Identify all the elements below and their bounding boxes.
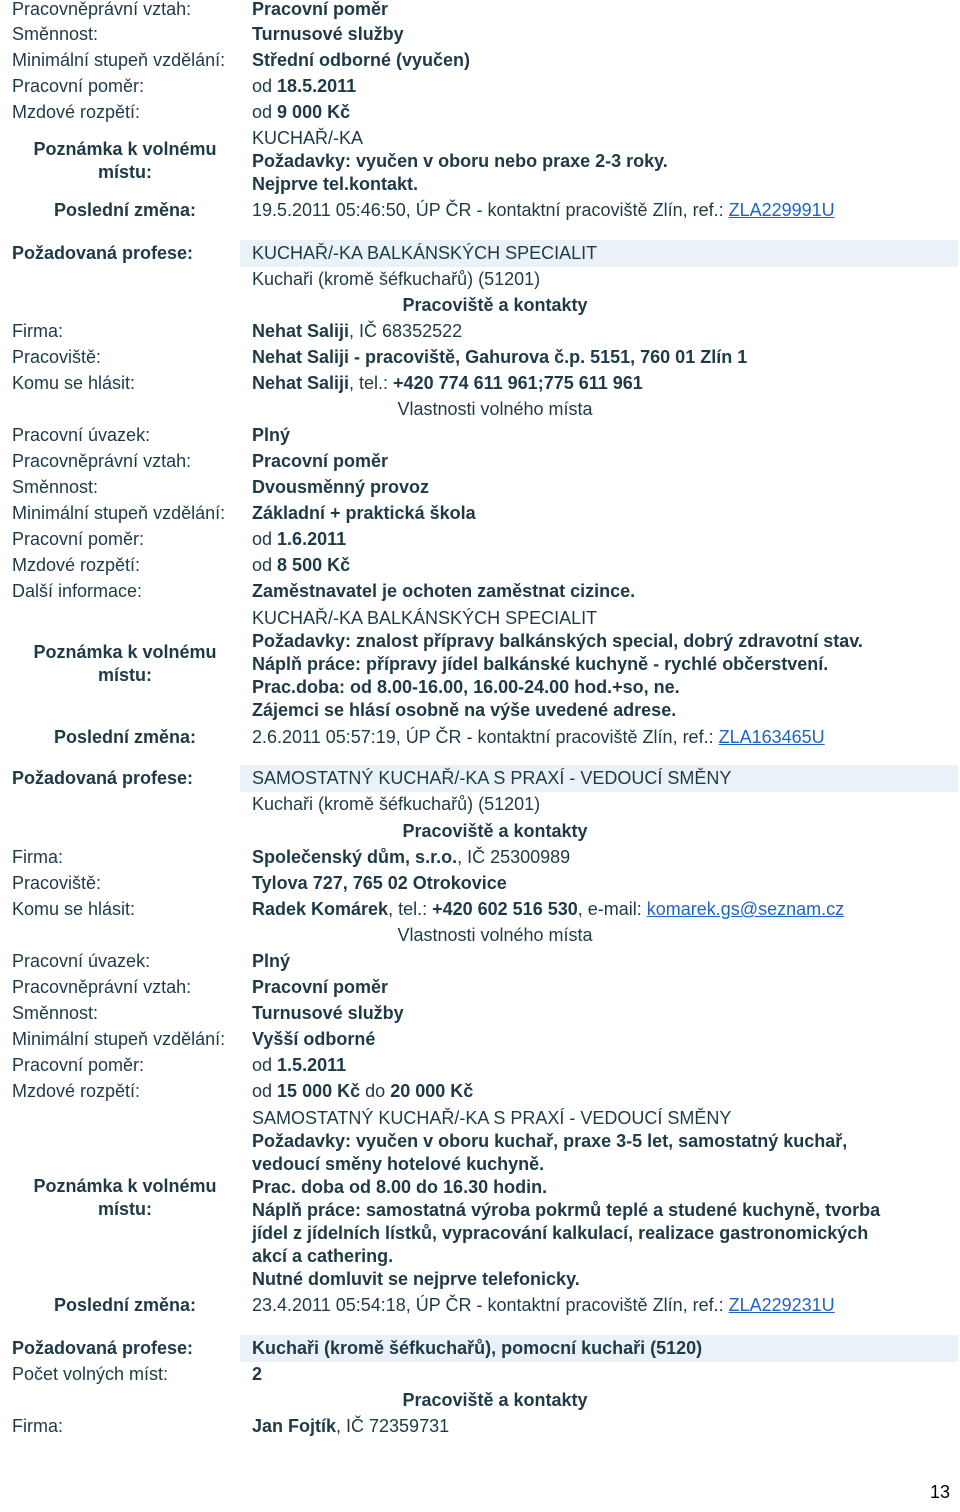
label: Pracoviště: bbox=[12, 873, 102, 893]
row-vzdelani bbox=[0, 1028, 960, 1051]
label: Pracovněprávní vztah: bbox=[12, 977, 192, 997]
name: Radek Komárek bbox=[252, 899, 389, 919]
value bbox=[252, 75, 356, 98]
value bbox=[252, 372, 643, 395]
value: Kuchaři (kromě šéfkuchařů), pomocní kuchaři (5120) bbox=[252, 1338, 703, 1358]
value bbox=[252, 846, 570, 869]
value: Nehat Saliji - pracoviště, Gahurova č.p. 5151, 760 01 Zlín 1 bbox=[252, 347, 748, 367]
value bbox=[252, 528, 346, 551]
row-pracovneprav bbox=[0, 976, 960, 999]
row-smennost bbox=[0, 476, 960, 499]
name: Nehat Saliji bbox=[252, 321, 350, 341]
row-pomer bbox=[0, 1054, 960, 1077]
label: Firma: bbox=[12, 847, 63, 867]
value: Pracovní poměr bbox=[252, 977, 389, 997]
date: 1.5.2011 bbox=[277, 1055, 347, 1075]
row-profese-sub bbox=[0, 268, 960, 291]
label: Směnnost: bbox=[12, 24, 99, 44]
row-vzdelani bbox=[0, 49, 960, 72]
label: Pracovní poměr: bbox=[12, 1055, 145, 1075]
row-mzda bbox=[0, 554, 960, 577]
label: Pracovní poměr: bbox=[12, 529, 145, 549]
date: 1.6.2011 bbox=[277, 529, 347, 549]
section-header-kontakty: Pracoviště a kontakty bbox=[402, 821, 588, 841]
row-zmena bbox=[0, 199, 960, 222]
row-komu bbox=[0, 372, 960, 395]
label: Pracovní úvazek: bbox=[12, 425, 151, 445]
ic: , IČ 68352522 bbox=[349, 321, 463, 341]
value: Pracovní poměr bbox=[252, 451, 389, 471]
ic: , IČ 72359731 bbox=[336, 1416, 450, 1436]
row-zmena bbox=[0, 1294, 960, 1317]
label: Firma: bbox=[12, 1416, 63, 1436]
label: Pracoviště: bbox=[12, 347, 102, 367]
ref-link[interactable]: ZLA229991U bbox=[728, 200, 835, 220]
label: Mzdové rozpětí: bbox=[12, 555, 141, 575]
section-header-vlastnosti: Vlastnosti volného místa bbox=[397, 399, 593, 419]
value bbox=[252, 554, 350, 577]
value bbox=[252, 101, 350, 124]
label-line: místu: bbox=[98, 162, 152, 182]
ref-link[interactable]: ZLA229231U bbox=[728, 1295, 835, 1315]
value: Pracovní poměr bbox=[252, 0, 389, 19]
note-line: Náplň práce: samostatná výroba pokrmů teplé a studené kuchyně, tvorba bbox=[252, 1200, 881, 1220]
mail-prefix: , e-mail: bbox=[577, 899, 647, 919]
label-line: Poznámka k volnému bbox=[33, 1176, 217, 1196]
ref-link[interactable]: ZLA163465U bbox=[718, 727, 825, 747]
section-header-kontakty: Pracoviště a kontakty bbox=[402, 1390, 588, 1410]
tel-prefix: , tel.: bbox=[388, 899, 433, 919]
date: 18.5.2011 bbox=[277, 76, 357, 96]
row-zmena bbox=[0, 726, 960, 749]
row-smennost bbox=[0, 1002, 960, 1025]
value: Střední odborné (vyučen) bbox=[252, 50, 471, 70]
section-header-kontakty: Pracoviště a kontakty bbox=[402, 295, 588, 315]
text: 23.4.2011 05:54:18, ÚP ČR - kontaktní pracoviště Zlín, ref.: bbox=[252, 1295, 729, 1315]
note-line: Prac. doba od 8.00 do 16.30 hodin. bbox=[252, 1177, 548, 1197]
name: Nehat Saliji bbox=[252, 373, 350, 393]
value: Tylova 727, 765 02 Otrokovice bbox=[252, 873, 507, 893]
row-pomer bbox=[0, 528, 960, 551]
row-firma bbox=[0, 846, 960, 869]
amount: 8 500 Kč bbox=[277, 555, 351, 575]
note-line: Požadavky: vyučen v oboru kuchař, praxe 3-5 let, samostatný kuchař, bbox=[252, 1131, 848, 1151]
note-line: KUCHAŘ/-KA BALKÁNSKÝCH SPECIALIT bbox=[252, 608, 598, 628]
label-line: Poznámka k volnému bbox=[33, 139, 217, 159]
label: Komu se hlásit: bbox=[12, 373, 136, 393]
label: Pracovněprávní vztah: bbox=[12, 0, 192, 19]
row-profese bbox=[0, 767, 960, 790]
label: Směnnost: bbox=[12, 477, 99, 497]
value bbox=[252, 1294, 835, 1317]
page-number: 13 bbox=[929, 1482, 950, 1502]
email-link[interactable]: komarek.gs@seznam.cz bbox=[646, 899, 845, 919]
label: Požadovaná profese: bbox=[12, 768, 194, 788]
label: Další informace: bbox=[12, 581, 143, 601]
amount: 9 000 Kč bbox=[277, 102, 351, 122]
label: Poslední změna: bbox=[53, 727, 197, 747]
value: SAMOSTATNÝ KUCHAŘ/-KA S PRAXÍ - VEDOUCÍ SMĚNY bbox=[252, 768, 732, 788]
amount-to: 20 000 Kč bbox=[390, 1081, 474, 1101]
label: Pracovní úvazek: bbox=[12, 951, 151, 971]
prefix: od bbox=[252, 1081, 273, 1101]
poznamka-label bbox=[0, 138, 250, 184]
separator: do bbox=[365, 1081, 386, 1101]
prefix: od bbox=[252, 555, 273, 575]
row-vzdelani bbox=[0, 502, 960, 525]
tel-prefix: , tel.: bbox=[349, 373, 394, 393]
value: Dvousměnný provoz bbox=[252, 477, 430, 497]
value bbox=[252, 1080, 473, 1103]
section-header-vlastnosti: Vlastnosti volného místa bbox=[397, 925, 593, 945]
poznamka-label bbox=[0, 641, 250, 687]
row-pracoviste bbox=[0, 346, 960, 369]
row-uvazek bbox=[0, 424, 960, 447]
label: Směnnost: bbox=[12, 1003, 99, 1023]
value: KUCHAŘ/-KA BALKÁNSKÝCH SPECIALIT bbox=[252, 243, 598, 263]
note-line: SAMOSTATNÝ KUCHAŘ/-KA S PRAXÍ - VEDOUCÍ SMĚNY bbox=[252, 1108, 732, 1128]
value: Vyšší odborné bbox=[252, 1029, 376, 1049]
note-line: KUCHAŘ/-KA bbox=[252, 128, 364, 148]
text: 2.6.2011 05:57:19, ÚP ČR - kontaktní pracoviště Zlín, ref.: bbox=[252, 727, 719, 747]
label: Minimální stupeň vzdělání: bbox=[12, 1029, 226, 1049]
label-line: místu: bbox=[98, 1199, 152, 1219]
value: Turnusové služby bbox=[252, 1003, 404, 1023]
label: Mzdové rozpětí: bbox=[12, 102, 141, 122]
label: Minimální stupeň vzdělání: bbox=[12, 50, 226, 70]
row-smennost bbox=[0, 23, 960, 46]
note-line: Nejprve tel.kontakt. bbox=[252, 174, 419, 194]
note-line: Náplň práce: přípravy jídel balkánské kuchyně - rychlé občerstvení. bbox=[252, 654, 829, 674]
row-pracoviste bbox=[0, 872, 960, 895]
value bbox=[252, 1415, 449, 1438]
label-line: místu: bbox=[98, 665, 152, 685]
row-pocet bbox=[0, 1363, 960, 1386]
label: Požadovaná profese: bbox=[12, 1338, 194, 1358]
row-pracovneprav bbox=[0, 0, 960, 21]
row-uvazek bbox=[0, 950, 960, 973]
row-firma bbox=[0, 320, 960, 343]
value: Turnusové služby bbox=[252, 24, 404, 44]
row-profese bbox=[0, 1337, 960, 1360]
value bbox=[252, 898, 844, 921]
note-line: vedoucí směny hotelové kuchyně. bbox=[252, 1154, 545, 1174]
prefix: od bbox=[252, 1055, 273, 1075]
label: Počet volných míst: bbox=[12, 1364, 169, 1384]
label-line: Poznámka k volnému bbox=[33, 642, 217, 662]
row-pracovneprav bbox=[0, 450, 960, 473]
row-dalsi bbox=[0, 580, 960, 603]
text: 19.5.2011 05:46:50, ÚP ČR - kontaktní pracoviště Zlín, ref.: bbox=[252, 200, 729, 220]
note-line: Prac.doba: od 8.00-16.00, 16.00-24.00 hod.+so, ne. bbox=[252, 677, 680, 697]
label: Požadovaná profese: bbox=[12, 243, 194, 263]
note-line: Požadavky: vyučen v oboru nebo praxe 2-3 roky. bbox=[252, 151, 668, 171]
label: Firma: bbox=[12, 321, 63, 341]
name: Společenský dům, s.r.o. bbox=[252, 847, 458, 867]
value: Zaměstnavatel je ochoten zaměstnat cizince. bbox=[252, 581, 636, 601]
name: Jan Fojtík bbox=[252, 1416, 337, 1436]
label: Poslední změna: bbox=[53, 1295, 197, 1315]
value bbox=[252, 726, 825, 749]
label: Pracovní poměr: bbox=[12, 76, 145, 96]
row-komu bbox=[0, 898, 960, 921]
note-line: Nutné domluvit se nejprve telefonicky. bbox=[252, 1269, 580, 1289]
label: Poslední změna: bbox=[53, 200, 197, 220]
note-line: jídel z jídelních lístků, vypracování kalkulací, realizace gastronomických bbox=[252, 1223, 869, 1243]
label: Mzdové rozpětí: bbox=[12, 1081, 141, 1101]
value bbox=[252, 199, 835, 222]
value: Plný bbox=[252, 425, 291, 445]
poznamka-text bbox=[252, 607, 863, 722]
prefix: od bbox=[252, 102, 273, 122]
value: Kuchaři (kromě šéfkuchařů) (51201) bbox=[252, 794, 541, 814]
value: Základní + praktická škola bbox=[252, 503, 476, 523]
amount-from: 15 000 Kč bbox=[277, 1081, 361, 1101]
tel: +420 602 516 530 bbox=[432, 899, 578, 919]
row-firma bbox=[0, 1415, 960, 1438]
poznamka-text bbox=[252, 127, 668, 196]
tel: +420 774 611 961;775 611 961 bbox=[393, 373, 643, 393]
ic: , IČ 25300989 bbox=[457, 847, 571, 867]
note-line: Zájemci se hlásí osobně na výše uvedené adrese. bbox=[252, 700, 677, 720]
label: Pracovněprávní vztah: bbox=[12, 451, 192, 471]
value: Kuchaři (kromě šéfkuchařů) (51201) bbox=[252, 269, 541, 289]
row-mzda bbox=[0, 1080, 960, 1103]
row-mzda bbox=[0, 101, 960, 124]
value: Plný bbox=[252, 951, 291, 971]
value bbox=[252, 1054, 346, 1077]
row-pomer bbox=[0, 75, 960, 98]
label: Minimální stupeň vzdělání: bbox=[12, 503, 226, 523]
poznamka-label bbox=[0, 1175, 250, 1221]
value bbox=[252, 320, 462, 343]
prefix: od bbox=[252, 529, 273, 549]
row-profese bbox=[0, 242, 960, 265]
poznamka-text bbox=[252, 1107, 880, 1291]
prefix: od bbox=[252, 76, 273, 96]
row-profese-sub bbox=[0, 793, 960, 816]
note-line: akcí a cathering. bbox=[252, 1246, 394, 1266]
value: 2 bbox=[252, 1364, 263, 1384]
note-line: Požadavky: znalost přípravy balkánských special, dobrý zdravotní stav. bbox=[252, 631, 863, 651]
label: Komu se hlásit: bbox=[12, 899, 136, 919]
